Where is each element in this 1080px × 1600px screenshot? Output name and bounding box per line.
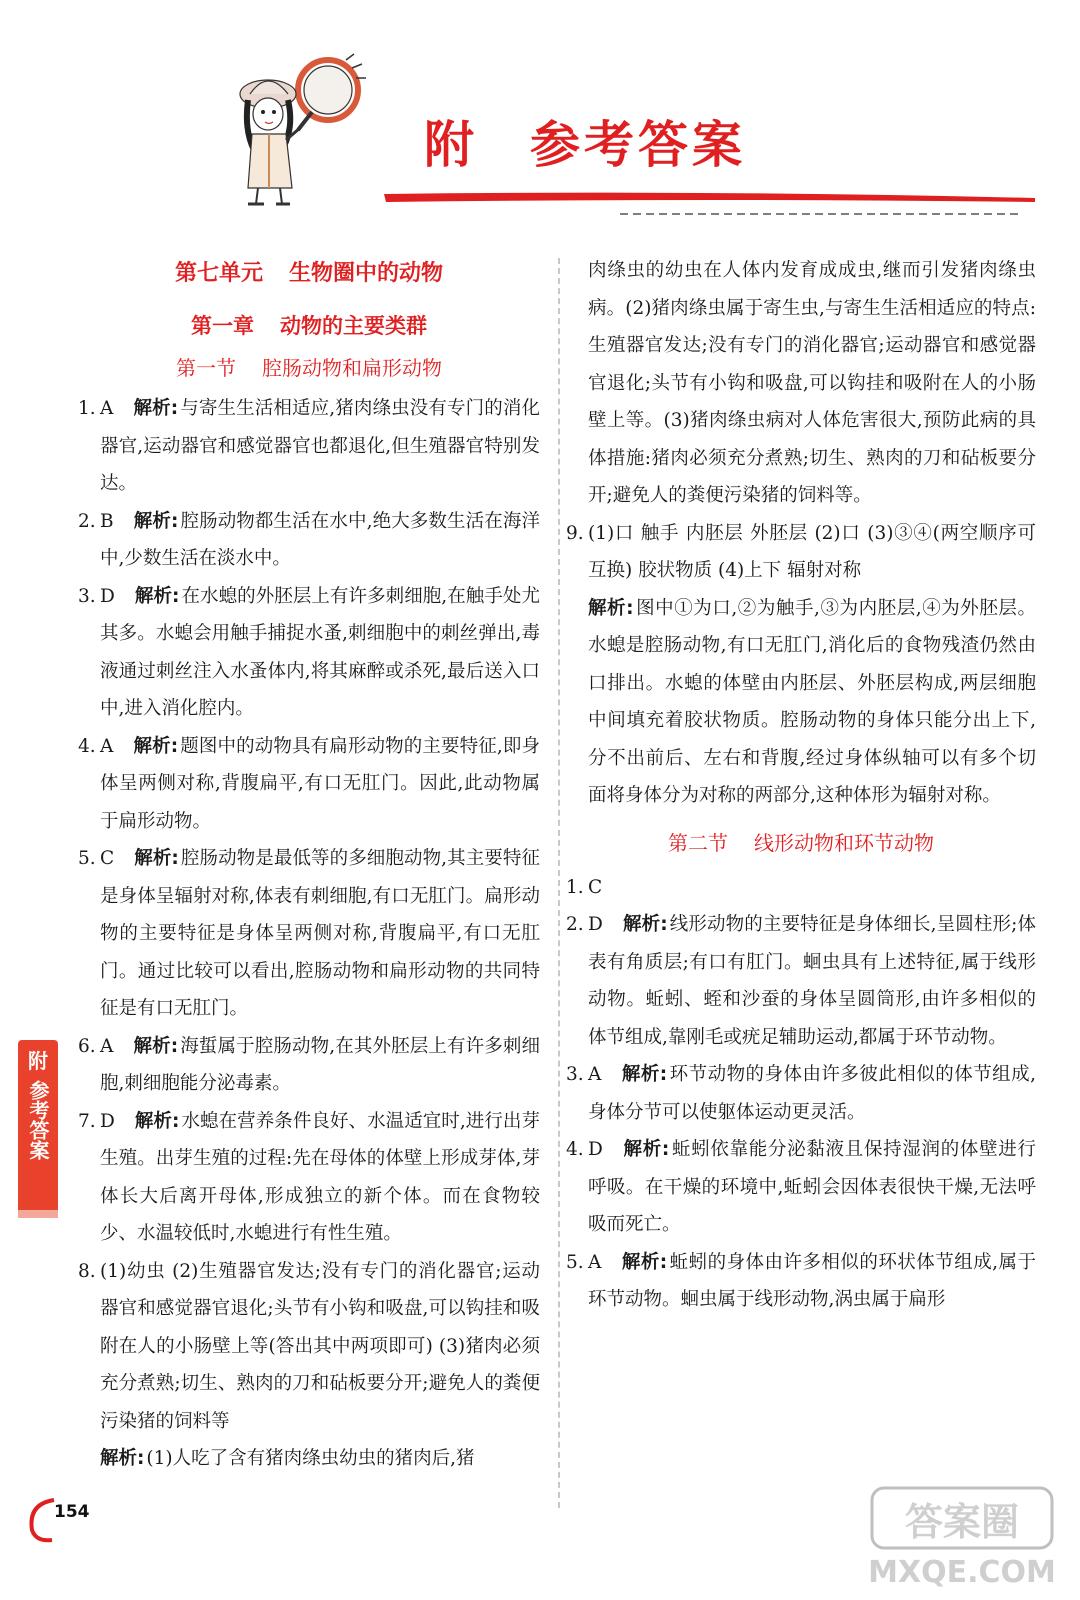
analysis-text: 环节动物的身体由许多彼此相似的体节组成,身体分节可以使躯体运动更灵活。 — [588, 1064, 1036, 1123]
item-answer: A — [588, 1064, 602, 1085]
watermark-text-2: MXQE.COM — [868, 1555, 1056, 1590]
side-tab-shadow — [18, 1210, 58, 1218]
answer-item — [78, 1253, 540, 1478]
item-answer: D — [100, 585, 115, 607]
analysis-label: 解析: — [133, 398, 179, 419]
item-answer: A — [100, 1035, 114, 1057]
section-name: 线形动物和环节动物 — [754, 830, 934, 855]
analysis-label: 解析: — [621, 1064, 668, 1085]
analysis-text: 题图中的动物具有扁形动物的主要特征,即身体呈两侧对称,背腹扁平,有口无肛门。因此,此动物属于扁形动物。 — [100, 735, 540, 832]
title-answers: 参考答案 — [530, 116, 746, 174]
left-column — [78, 252, 540, 1478]
page-header — [0, 0, 1080, 235]
answer-item — [78, 1028, 540, 1103]
item-answer: A — [100, 398, 114, 419]
analysis-label: 解析: — [133, 1035, 179, 1057]
watermark-logo — [862, 1480, 1062, 1595]
answer-item — [566, 515, 1036, 815]
answer-item — [566, 906, 1036, 1056]
analysis-text: (1)人吃了含有猪肉绦虫幼虫的猪肉后,猪 — [146, 1448, 475, 1469]
chapter-heading — [78, 308, 540, 344]
section-prefix: 第二节 — [668, 830, 728, 855]
analysis-label: 解析: — [621, 1251, 668, 1273]
answer-item — [78, 728, 540, 841]
watermark-text-1: 答案圈 — [904, 1500, 1020, 1544]
analysis-text: 蚯蚓的身体由许多相似的环状体节组成,属于环节动物。蛔虫属于线形动物,涡虫属于扁形 — [588, 1251, 1036, 1310]
column-divider — [558, 258, 560, 1508]
title-fu: 附 — [424, 116, 478, 174]
unit-heading — [78, 256, 540, 292]
side-chapter-tab — [18, 1040, 58, 1210]
item-number: 2. — [78, 510, 96, 532]
section-heading — [78, 350, 540, 386]
analysis-text: 蚯蚓依靠能分泌黏液且保持湿润的体壁进行呼吸。在干燥的环境中,蚯蚓会因体表很快干燥,无法呼吸而死亡。 — [588, 1139, 1036, 1235]
analysis-text: 海蜇属于腔肠动物,在其外胚层上有许多刺细胞,刺细胞能分泌毒素。 — [100, 1035, 540, 1094]
section-name: 腔肠动物和扁形动物 — [262, 356, 442, 380]
chapter-prefix: 第一章 — [191, 314, 254, 338]
answer-item — [566, 1056, 1036, 1131]
page-number-area — [18, 1494, 98, 1544]
analysis-continuation: 肉绦虫的幼虫在人体内发育成成虫,继而引发猪肉绦虫病。(2)猪肉绦虫属于寄生虫,与寄生生活相适应的特点:生殖器官发达;没有专门的消化器官;运动器官和感觉器官退化;头节有小钩和吸盘,可以钩挂和吸附在人的小肠壁上等。(3)猪肉绦虫病对人体危害很大,预防此病的具体措施:猪肉必须充分煮熟;切生、熟肉的刀和砧板要分开;避免人的粪便污染猪的饲料等。 — [588, 260, 1036, 506]
answer-item — [566, 869, 1036, 907]
item-number: 8. — [78, 1260, 96, 1282]
analysis-label: 解析: — [134, 1110, 180, 1132]
item-answer: B — [100, 510, 114, 532]
analysis-label: 解析: — [622, 914, 668, 935]
item-number: 9. — [566, 522, 584, 544]
answer-item — [566, 1244, 1036, 1319]
right-column — [566, 252, 1036, 1319]
item-number: 1. — [566, 876, 584, 898]
analysis-label: 解析: — [588, 597, 634, 619]
side-tab-line2: 参考答案 — [26, 1080, 50, 1160]
item-number: 1. — [78, 398, 96, 419]
analysis-text: 腔肠动物都生活在水中,绝大多数生活在海洋中,少数生活在淡水中。 — [100, 510, 540, 569]
section-prefix: 第一节 — [176, 356, 236, 380]
unit-prefix: 第七单元 — [174, 261, 263, 286]
item-number: 2. — [566, 914, 584, 935]
item-answer: D — [588, 1139, 603, 1160]
item-answer: A — [588, 1251, 602, 1273]
detective-girl-illustration — [228, 48, 378, 208]
item-answer: D — [100, 1110, 115, 1132]
item-answer: C — [588, 876, 603, 898]
analysis-text: 与寄生生活相适应,猪肉绦虫没有专门的消化器官,运动器官和感觉器官也都退化,但生殖器官特别发达。 — [100, 398, 540, 494]
analysis-label: 解析: — [134, 585, 180, 607]
item-number: 3. — [566, 1064, 584, 1085]
answer-item — [566, 1131, 1036, 1244]
unit-name: 生物圈中的动物 — [289, 261, 444, 286]
answer-item — [78, 1103, 540, 1253]
item-number: 7. — [78, 1110, 96, 1132]
answer-text: (1)幼虫 (2)生殖器官发达;没有专门的消化器官;运动器官和感觉器官退化;头节有小钩和吸盘,可以钩挂和吸附在人的小肠壁上等(答出其中两项即可) (3)猪肉必须充分煮熟;切生、熟肉的刀和砧板要分开;避免人的粪便污染猪的饲料等 — [100, 1260, 540, 1432]
section-heading — [566, 825, 1036, 861]
analysis-label: 解析: — [133, 510, 179, 532]
answer-item — [78, 503, 540, 578]
answer-text: (1)口 触手 内胚层 外胚层 (2)口 (3)③④(两空顺序可互换) 胶状物质 (4)上下 辐射对称 — [588, 522, 1036, 581]
analysis-label: 解析: — [100, 1448, 145, 1469]
analysis-label: 解析: — [622, 1139, 670, 1160]
analysis-text: 在水螅的外胚层上有许多刺细胞,在触手处尤其多。水螅会用触手捕捉水蚤,刺细胞中的刺丝弹出,毒液通过刺丝注入水蚤体内,将其麻醉或杀死,最后送入口中,进入消化腔内。 — [100, 585, 540, 719]
item-number: 4. — [566, 1139, 584, 1160]
item-number: 4. — [78, 735, 96, 757]
answer-item — [78, 840, 540, 1028]
item-number: 6. — [78, 1035, 96, 1057]
side-tab-line1: 附 — [28, 1049, 48, 1073]
answer-item — [78, 390, 540, 503]
analysis-label: 解析: — [133, 735, 179, 757]
title-underline-swoosh — [380, 188, 1040, 228]
item-number: 5. — [566, 1251, 584, 1273]
chapter-name: 动物的主要类群 — [280, 314, 427, 338]
item-answer: D — [588, 914, 603, 935]
item-number: 5. — [78, 848, 96, 869]
analysis-text: 图中①为口,②为触手,③为内胚层,④为外胚层。水螅是腔肠动物,有口无肛门,消化后的食物残渣仍然由口排出。水螅的体壁由内胚层、外胚层构成,两层细胞中间填充着胶状物质。腔肠动物的身体只能分出上下,分不出前后、左右和背腹,经过身体纵轴可以有多个切面将身体分为对称的两部分,这种体形为辐射对称。 — [588, 597, 1036, 806]
page-title — [424, 116, 746, 174]
analysis-label: 解析: — [134, 848, 179, 869]
item-number: 3. — [78, 585, 96, 607]
answer-item — [78, 578, 540, 728]
analysis-text: 水螅在营养条件良好、水温适宜时,进行出芽生殖。出芽生殖的过程:先在母体的体壁上形成芽体,芽体长大后离开母体,形成独立的新个体。而在食物较少、水温较低时,水螅进行有性生殖。 — [100, 1110, 540, 1244]
analysis-text: 腔肠动物是最低等的多细胞动物,其主要特征是身体呈辐射对称,体表有刺细胞,有口无肛门。扁形动物的主要特征是身体呈两侧对称,背腹扁平,有口无肛门。通过比较可以看出,腔肠动物和扁形动物的共同特征是有口无肛门。 — [100, 848, 540, 1019]
item-answer: C — [100, 848, 115, 869]
page-number: 154 — [54, 1502, 90, 1522]
analysis-text: 线形动物的主要特征是身体细长,呈圆柱形;体表有角质层;有口有肛门。蛔虫具有上述特征,属于线形动物。蚯蚓、蛭和沙蚕的身体呈圆筒形,由许多相似的体节组成,靠刚毛或疣足辅助运动,都属于环节动物。 — [588, 914, 1036, 1048]
item-answer: A — [100, 735, 114, 757]
